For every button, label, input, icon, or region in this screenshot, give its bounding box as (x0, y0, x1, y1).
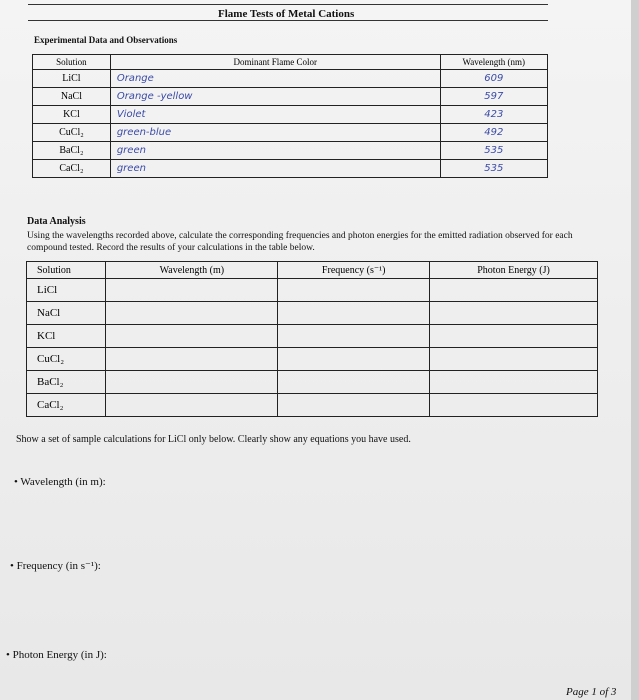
wavelength-m-cell[interactable] (106, 325, 278, 348)
frequency-cell[interactable] (278, 394, 430, 417)
bullet-icon: • (14, 476, 18, 488)
solution-cell: BaCl₂ (27, 371, 106, 394)
experimental-heading: Experimental Data and Observations (34, 35, 178, 45)
table-row (33, 70, 548, 88)
page-title: Flame Tests of Metal Cations (218, 8, 355, 20)
column-header: Wavelength (m) (106, 262, 278, 279)
wavelength-m-cell[interactable] (106, 394, 278, 417)
frequency-cell[interactable] (278, 371, 430, 394)
flame-color-cell: green (110, 142, 440, 160)
photon-energy-cell[interactable] (430, 302, 598, 325)
solution-cell: KCl (33, 106, 111, 124)
flame-color-cell: Violet (110, 106, 440, 124)
flame-color-cell: Orange -yellow (110, 88, 440, 106)
table-row (27, 279, 598, 302)
table-row (33, 124, 548, 142)
solution-cell: CaCl₂ (27, 394, 106, 417)
flame-color-cell: green-blue (110, 124, 440, 142)
table-row (27, 348, 598, 371)
solution-cell: CuCl₂ (27, 348, 106, 371)
frequency-cell[interactable] (278, 302, 430, 325)
sample-calc-prompt: Show a set of sample calculations for LiCl only below. Clearly show any equations you have used. (16, 434, 411, 445)
title-rule-bottom (28, 20, 548, 21)
column-header: Frequency (s⁻¹) (278, 262, 430, 279)
flame-color-cell: Orange (110, 70, 440, 88)
bullet-frequency (10, 559, 101, 572)
flame-color-cell: green (110, 160, 440, 178)
frequency-cell[interactable] (278, 279, 430, 302)
bullet-wavelength (14, 476, 106, 488)
bullet-icon: • (10, 560, 14, 572)
wavelength-cell: 492 (440, 124, 547, 142)
table-row (27, 302, 598, 325)
solution-cell: CuCl₂ (33, 124, 111, 142)
wavelength-cell: 535 (440, 160, 547, 178)
wavelength-cell: 535 (440, 142, 547, 160)
analysis-instructions: Using the wavelengths recorded above, calculate the corresponding frequencies and photon energies for the emitted radiation observed for each compound tested. Record the results of your calculations in the table below. (27, 231, 573, 253)
photon-energy-cell[interactable] (430, 371, 598, 394)
solution-cell: NaCl (33, 88, 111, 106)
bullet-photon-energy (6, 649, 107, 661)
solution-cell: KCl (27, 325, 106, 348)
table-row (27, 325, 598, 348)
column-header: Wavelength (nm) (440, 55, 547, 70)
solution-cell: NaCl (27, 302, 106, 325)
wavelength-prompt: Wavelength (in m): (20, 476, 106, 488)
bullet-icon: • (6, 649, 10, 661)
wavelength-cell: 597 (440, 88, 547, 106)
page-edge (631, 0, 639, 700)
solution-cell: LiCl (27, 279, 106, 302)
data-analysis-heading: Data Analysis (27, 216, 86, 227)
page-number: Page 1 of 3 (566, 686, 617, 698)
wavelength-m-cell[interactable] (106, 302, 278, 325)
observations-header-row (33, 55, 548, 70)
photon-energy-cell[interactable] (430, 325, 598, 348)
wavelength-cell: 423 (440, 106, 547, 124)
wavelength-m-cell[interactable] (106, 371, 278, 394)
calculations-table (26, 261, 598, 417)
frequency-cell[interactable] (278, 325, 430, 348)
wavelength-m-cell[interactable] (106, 348, 278, 371)
column-header: Solution (27, 262, 106, 279)
photon-energy-cell[interactable] (430, 279, 598, 302)
table-row (33, 142, 548, 160)
calculations-header-row (27, 262, 598, 279)
table-row (33, 106, 548, 124)
solution-cell: LiCl (33, 70, 111, 88)
column-header: Solution (33, 55, 111, 70)
wavelength-m-cell[interactable] (106, 279, 278, 302)
frequency-cell[interactable] (278, 348, 430, 371)
table-row (33, 88, 548, 106)
column-header: Photon Energy (J) (430, 262, 598, 279)
wavelength-cell: 609 (440, 70, 547, 88)
table-row (27, 394, 598, 417)
table-row (33, 160, 548, 178)
observations-table (32, 54, 548, 178)
title-rule-top (28, 4, 548, 5)
solution-cell: BaCl₂ (33, 142, 111, 160)
photon-energy-cell[interactable] (430, 394, 598, 417)
table-row (27, 371, 598, 394)
photon-energy-prompt: Photon Energy (in J): (12, 649, 107, 661)
column-header: Dominant Flame Color (110, 55, 440, 70)
solution-cell: CaCl₂ (33, 160, 111, 178)
photon-energy-cell[interactable] (430, 348, 598, 371)
frequency-prompt: Frequency (in s⁻¹): (16, 560, 101, 572)
